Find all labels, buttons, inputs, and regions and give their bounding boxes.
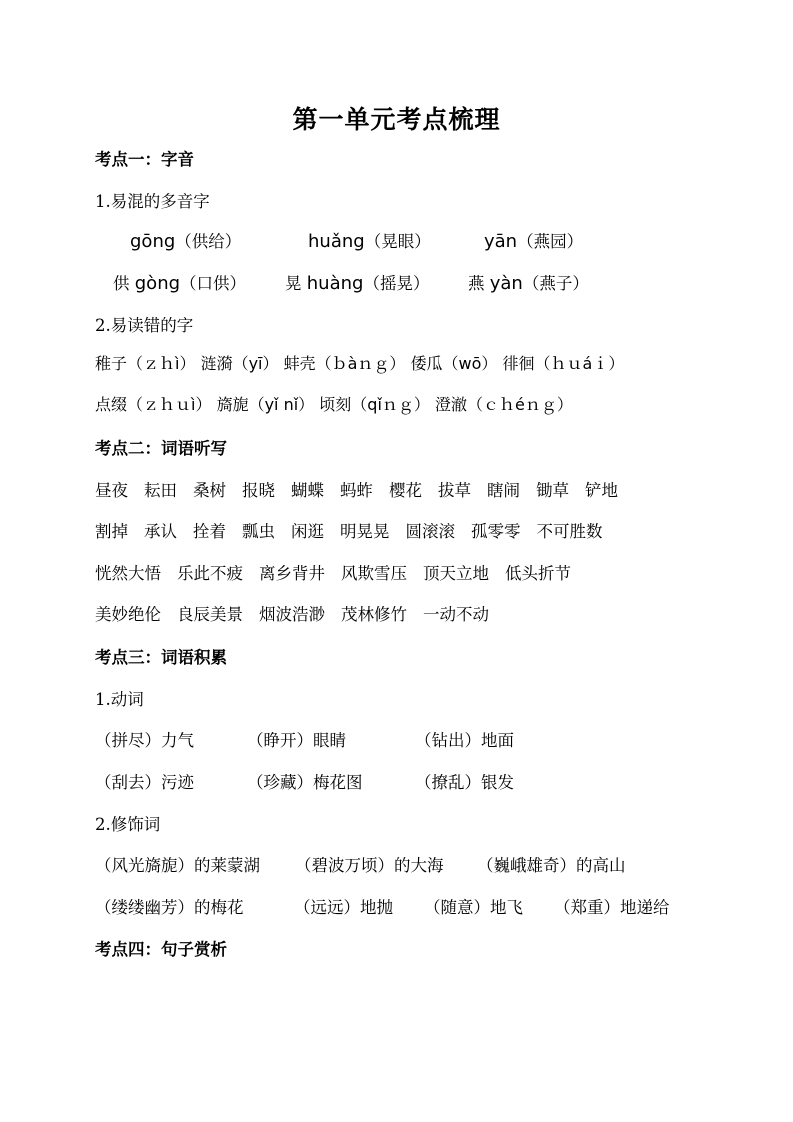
phrase: （珍藏）梅花图	[247, 773, 363, 792]
word: 良辰美景	[177, 605, 243, 624]
word: 稚子	[95, 354, 128, 373]
word: 割掉	[95, 522, 128, 541]
phrase: （风光旖旎）的莱蒙湖	[95, 856, 260, 875]
word: 瓢虫	[242, 522, 275, 541]
pinyin: （ｂàｎｇ）	[315, 354, 406, 373]
word: 锄草	[536, 481, 569, 500]
dictation-row-1	[95, 479, 634, 503]
word: 不可胜数	[536, 522, 603, 541]
word: 低头折节	[505, 564, 571, 583]
verb-row-1	[95, 729, 514, 753]
pinyin-note: （燕子）	[522, 274, 589, 293]
pinyin: （ｃｈéｎｇ）	[467, 395, 573, 414]
phrase: （碧波万顷）的大海	[295, 856, 444, 875]
pinyin: （ｚｈｕì）	[127, 395, 212, 414]
word: 恍然大悟	[95, 564, 161, 583]
pinyin: yān	[484, 231, 518, 252]
section-heading-2: 考点二：词语听写	[95, 439, 227, 458]
word: 樱花	[389, 481, 422, 500]
section-heading-3: 考点三：词语积累	[95, 648, 227, 667]
word: 昼夜	[95, 481, 128, 500]
phrase: （刮去）污迹	[95, 773, 194, 792]
word: 拴着	[193, 522, 226, 541]
word: 明晃晃	[340, 522, 390, 541]
word: 旖旎	[216, 395, 249, 414]
pinyin: （ｚｈì）	[127, 354, 196, 373]
word: 蚌壳	[283, 354, 316, 373]
pinyin: （yī）	[232, 354, 279, 373]
pinyin-note: （燕园）	[517, 232, 584, 251]
pinyin-note: （口供）	[180, 274, 247, 293]
subheading-polyphones: 1.易混的多音字	[95, 192, 210, 211]
word: 瞎闹	[487, 481, 520, 500]
pinyin: gòng	[134, 273, 181, 294]
phrase: （巍峨雄奇）的高山	[477, 856, 626, 875]
phrase: （随意）地飞	[424, 898, 523, 917]
pinyin-note: （晃眼）	[364, 232, 431, 251]
word: 顷刻	[319, 395, 352, 414]
subheading-misread: 2.易读错的字	[95, 316, 194, 335]
word: 蝴蝶	[291, 481, 324, 500]
word: 桑树	[193, 481, 226, 500]
verb-row-2	[95, 771, 514, 795]
section-heading-4: 考点四：句子赏析	[95, 940, 227, 959]
character: 燕	[468, 274, 485, 293]
phrase: （远远）地抛	[294, 898, 393, 917]
pinyin: yàn	[489, 273, 523, 294]
pinyin: （yǐ nǐ）	[248, 395, 315, 414]
pinyin: （wō）	[442, 354, 498, 373]
modifier-row-2	[95, 896, 670, 920]
word: 美妙绝伦	[95, 605, 161, 624]
word: 蚂蚱	[340, 481, 373, 500]
word: 茂林修竹	[341, 605, 407, 624]
word: 徘徊	[502, 354, 535, 373]
subheading-verbs: 1.动词	[95, 690, 144, 709]
word: 澄澈	[434, 395, 467, 414]
dictation-row-3	[95, 562, 587, 586]
word: 报晓	[242, 481, 275, 500]
phrase: （郑重）地递给	[554, 898, 670, 917]
word: 圆滚滚	[405, 522, 455, 541]
phrase: （缕缕幽芳）的梅花	[95, 898, 244, 917]
word: 铲地	[585, 481, 618, 500]
pinyin: gōng	[130, 231, 176, 252]
pinyin-note: （摇晃）	[363, 274, 430, 293]
pinyin: （qǐｎｇ）	[351, 395, 430, 414]
character: 晃	[285, 274, 302, 293]
section-heading-1: 考点一：字音	[95, 150, 194, 169]
word: 乐此不疲	[177, 564, 243, 583]
subheading-modifiers: 2.修饰词	[95, 815, 161, 834]
word: 孤零零	[471, 522, 521, 541]
dictation-row-2	[95, 520, 619, 544]
pinyin-note: （供给）	[175, 232, 242, 251]
word: 承认	[144, 522, 177, 541]
polyphone-row-1	[130, 230, 583, 254]
misread-row-1	[95, 352, 624, 376]
phrase: （睁开）眼睛	[247, 731, 346, 750]
phrase: （拼尽）力气	[95, 731, 194, 750]
page-title: 第一单元考点梳理	[292, 105, 501, 134]
dictation-row-4	[95, 603, 505, 627]
word: 拔草	[438, 481, 471, 500]
pinyin: huàng	[306, 273, 364, 294]
pinyin: huǎng	[308, 231, 365, 252]
polyphone-row-2	[113, 272, 589, 296]
character: 供	[113, 274, 130, 293]
pinyin: （ｈｕáｉ）	[534, 354, 625, 373]
phrase: （钻出）地面	[415, 731, 514, 750]
misread-row-2	[95, 393, 573, 417]
word: 倭瓜	[410, 354, 443, 373]
word: 风欺雪压	[341, 564, 407, 583]
phrase: （撩乱）银发	[415, 773, 514, 792]
word: 离乡背井	[259, 564, 325, 583]
modifier-row-1	[95, 854, 626, 878]
word: 闲逛	[291, 522, 324, 541]
word: 烟波浩渺	[259, 605, 325, 624]
word: 一动不动	[423, 605, 489, 624]
word: 涟漪	[200, 354, 233, 373]
word: 顶天立地	[423, 564, 489, 583]
word: 点缀	[95, 395, 128, 414]
word: 耘田	[144, 481, 177, 500]
